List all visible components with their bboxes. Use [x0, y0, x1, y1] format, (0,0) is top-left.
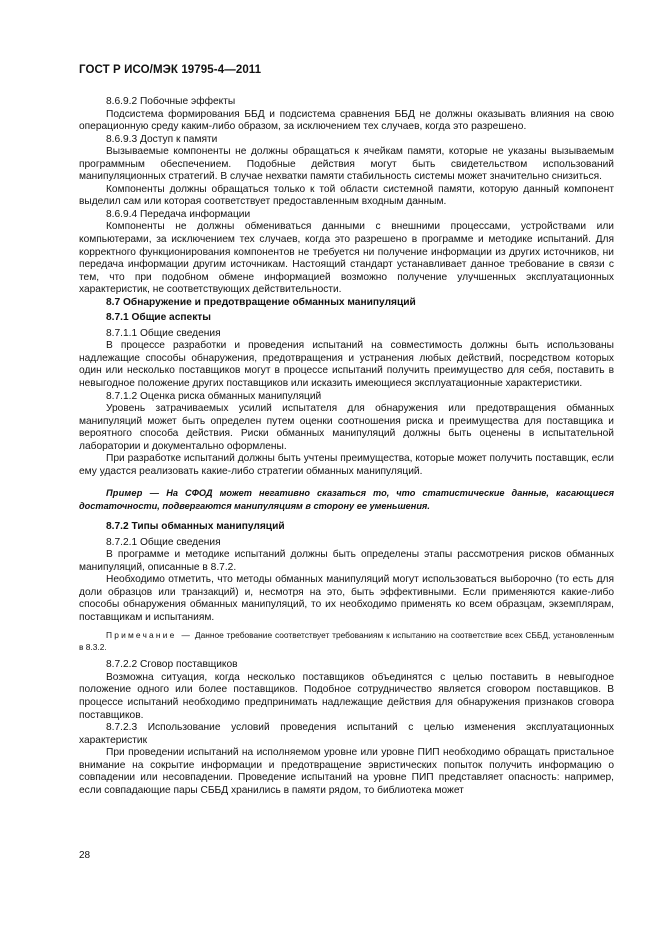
note-block	[79, 630, 614, 653]
document-body	[79, 96, 614, 797]
paragraph: При проведении испытаний на исполняемом уровне или уровне ПИП необходимо обращать пристальное внимание на сокрытие информации и предотвращение эвристических попыток получить информацию о совпадении или несовпадении. Проведение испытаний на уровне ПИП представляет опасность: например, если совпадающие пары СББД хранились в памяти рядом, то библиотека может	[79, 747, 614, 796]
section-heading-8-7-2-2: 8.7.2.2 Сговор поставщиков	[106, 659, 238, 671]
section-heading-8-7-2-3: 8.7.2.3 Использование условий проведения испытаний с целью изменения эксплуатационных характеристик	[79, 722, 614, 746]
page-header: ГОСТ Р ИСО/МЭК 19795-4—2011	[79, 64, 262, 76]
paragraph: В процессе разработки и проведения испытаний на совместимость должны быть использованы надлежащие способы обнаружения, предотвращения и устранения любых действий, посредством которых один или несколько поставщиков могут в процессе испытаний получить преимущество для себя, поставить в невыгодное положение других поставщиков или исказить имеющиеся эксплуатационные характеристики.	[79, 340, 614, 390]
paragraph: Подсистема формирования ББД и подсистема сравнения ББД не должны оказывать влияния на свою операционную среду каким-либо образом, за исключением тех случаев, когда это разрешено.	[79, 108, 614, 133]
section-heading-8-6-9-4: 8.6.9.4 Передача информации	[106, 208, 251, 220]
paragraph: Вызываемые компоненты не должны обращаться к ячейкам памяти, которые не указаны вызываемым программным обеспечением. Подобные действия могут быть свидетельством использований манипуляционных стратегий. В случае нехватки памяти стабильность системы может значительно снизиться.	[79, 146, 614, 183]
section-heading-8-7-1: 8.7.1 Общие аспекты	[106, 312, 211, 324]
page-number: 28	[79, 850, 91, 861]
section-heading-8-6-9-3: 8.6.9.3 Доступ к памяти	[106, 133, 218, 145]
example-label: Пример —	[106, 488, 160, 499]
paragraph: Необходимо отметить, что методы обманных манипуляций могут использоваться выборочно (то есть для доли образцов или транзакций) и, несмотря на это, быть эффективными. Если применяются какие-либо способы обнаружения обманных манипуляций, то их необходимо применять ко всем образцам, экземплярам, поставщикам и испытаниям.	[79, 574, 614, 623]
section-heading-8-7-1-2: 8.7.1.2 Оценка риска обманных манипуляций	[106, 390, 322, 402]
note-text: Данное требование соответствует требованиям к испытанию на соответствие всех СББД, установленным в 8.3.2.	[79, 630, 615, 652]
section-heading-8-7: 8.7 Обнаружение и предотвращение обманных манипуляций	[106, 296, 416, 308]
paragraph: При разработке испытаний должны быть учтены преимущества, которые может получить поставщик, если ему удастся реализовать какие-либо стратегии обманных манипуляций.	[79, 453, 614, 477]
section-heading-8-7-1-1: 8.7.1.1 Общие сведения	[106, 327, 221, 339]
section-heading-8-7-2: 8.7.2 Типы обманных манипуляций	[106, 521, 285, 532]
section-heading-8-6-9-2: 8.6.9.2 Побочные эффекты	[106, 96, 236, 107]
paragraph: Компоненты должны обращаться только к той области системной памяти, которую данный компонент выделил сам или которая соответствует предоставленным входным данным.	[79, 183, 614, 208]
example-block	[79, 487, 614, 512]
paragraph: Возможна ситуация, когда несколько поставщиков объединятся с целью поставить в невыгодное положение одного или более поставщиков. Подобное сотрудничество является сговором поставщиков. В процессе испытаний необходимо предпринимать надлежащие действия для обнаружения признаков сговора поставщиков.	[79, 671, 614, 721]
example-text: На СФОД может негативно сказаться то, что статистические данные, касающиеся достаточности, подвергаются манипуляциям в сторону ее уменьшения.	[79, 488, 614, 511]
section-heading-8-7-2-1: 8.7.2.1 Общие сведения	[106, 536, 221, 548]
note-label: Примечание —	[106, 630, 193, 641]
paragraph: Уровень затрачиваемых усилий испытателя для обнаружения или предотвращения обманных манипуляций может быть определен путем оценки соотношения риска и преимущества для поставщика и вероятного способа действия. Риски обманных манипуляций должны быть оценены в испытательной лаборатории и документально оформлены.	[79, 403, 614, 452]
paragraph: Компоненты не должны обмениваться данными с внешними процессами, устройствами или компьютерами, за исключением тех случаев, когда это разрешено в программе и методике испытаний. Для корректного функционирования компонентов не требуется ни получение информации из других источников, ни передача информации другим источникам. Настоящий стандарт устанавливает данное требование в связи с тем, что при подобном обмене информацией возможно получение улучшенных эксплуатационных характеристик, не соответствующих действительности.	[79, 221, 614, 296]
paragraph: В программе и методике испытаний должны быть определены этапы рассмотрения рисков обманных манипуляций, описанные в 8.7.2.	[79, 549, 614, 573]
